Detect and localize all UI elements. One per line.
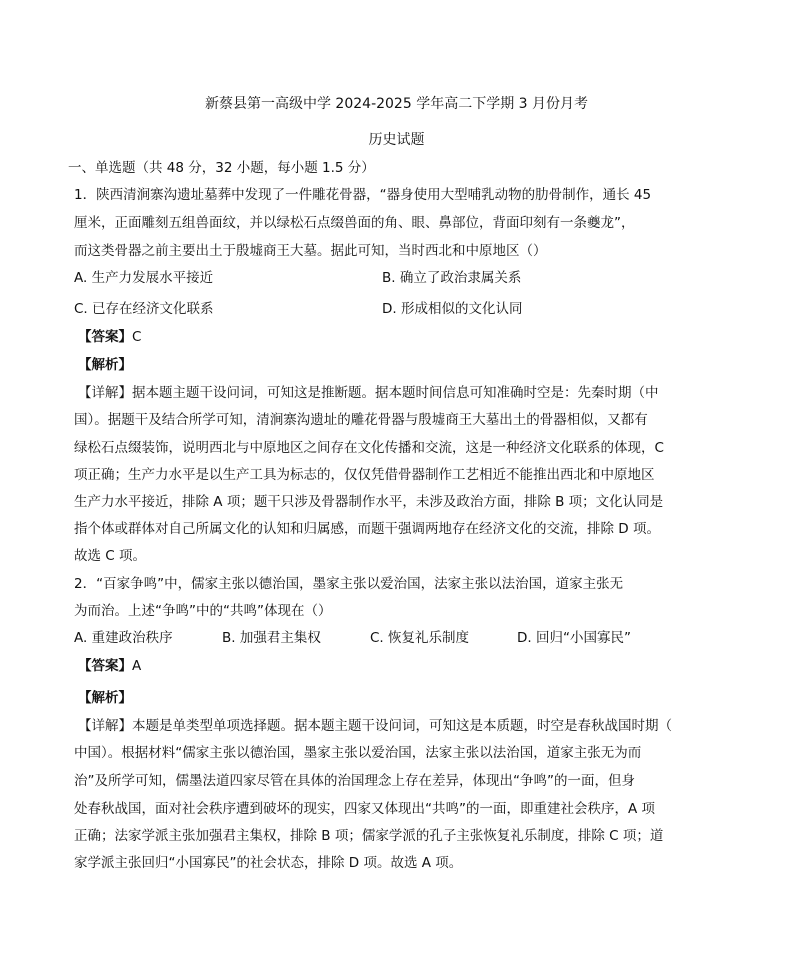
q1-option-d: D. 形成相似的文化认同 [382,301,523,317]
q1-answer-value: C [132,329,142,345]
q2-option-c: C. 恢复礼乐制度 [370,630,470,646]
q2-detail-line-2: 中国）。根据材料“儒家主张以德治国，墨家主张以爱治国，法家主张以法治国，道家主张无为而 [74,745,642,761]
q1-detail-line-1: 【详解】据本题主题干设问词，可知这是推断题。据本题时间信息可知准确时空是：先秦时期（中 [78,385,659,401]
q1-option-a: A. 生产力发展水平接近 [74,270,214,286]
q1-option-b: B. 确立了政治隶属关系 [382,270,522,286]
document-title: 新蔡县第一高级中学 2024-2025 学年高二下学期 3 月份月考 [204,96,589,112]
q1-answer-label: 【答案】 [78,329,132,345]
q2-answer-value: A [132,658,142,674]
q2-detail-line-1: 【详解】本题是单类型单项选择题。据本题主题干设问词，可知这是本质题，时空是春秋战国时期（ [78,718,672,734]
q2-detail-line-6: 家学派主张回归“小国寡民”的社会状态，排除 D 项。故选 A 项。 [74,855,463,871]
q2-stem-line-1: 2．“百家争鸣”中，儒家主张以德治国，墨家主张以爱治国，法家主张以法治国，道家主张无 [74,576,624,592]
q2-detail-line-3: 治”及所学可知，儒墨法道四家尽管在具体的治国理念上存在差异，体现出“争鸣”的一面，但身 [74,773,635,789]
q1-detail-line-5: 生产力水平接近，排除 A 项；题干只涉及骨器制作水平，未涉及政治方面，排除 B 项；文化认同是 [74,494,664,510]
q1-stem-line-1: 1．陕西清涧寨沟遗址墓葬中发现了一件雕花骨器，“器身使用大型哺乳动物的肋骨制作，通长 45 [74,187,652,203]
q2-option-a: A. 重建政治秩序 [74,630,173,646]
section-heading: 一、单选题（共 48 分，32 小题，每小题 1.5 分） [68,160,375,176]
q2-detail-line-5: 正确；法家学派主张加强君主集权，排除 B 项；儒家学派的孔子主张恢复礼乐制度，排除 C 项；道 [74,828,664,844]
q1-detail-line-2: 国）。据题干及结合所学可知，清涧寨沟遗址的雕花骨器与殷墟商王大墓出土的骨器相似，又都有 [74,412,648,428]
q1-detail-line-7: 故选 C 项。 [74,548,147,564]
document-subtitle: 历史试题 [368,132,425,148]
q2-option-d: D. 回归“小国寡民” [517,630,631,646]
q1-answer [78,327,141,347]
q1-analysis-label: 【解析】 [78,357,132,373]
q2-detail-line-4: 处春秋战国，面对社会秩序遭到破坏的现实，四家又体现出“共鸣”的一面，即重建社会秩序，A 项 [74,801,656,817]
q1-detail-line-3: 绿松石点缀装饰，说明西北与中原地区之间存在文化传播和交流，这是一种经济文化联系的体现，C [74,440,664,456]
q2-analysis-label: 【解析】 [78,690,132,706]
q1-stem-line-2: 厘米，正面雕刻五组兽面纹，并以绿松石点缀兽面的角、眼、鼻部位，背面印刻有一条夔龙”， [74,215,635,231]
q2-answer-label: 【答案】 [78,658,132,674]
q1-stem-line-3: 而这类骨器之前主要出土于殷墟商王大墓。据此可知，当时西北和中原地区（） [74,243,547,259]
q1-detail-line-6: 指个体或群体对自己所属文化的认知和归属感，而题干强调两地存在经济文化的交流，排除 D 项。 [74,521,660,537]
q1-option-c: C. 已存在经济文化联系 [74,301,214,317]
q2-stem-line-2: 为而治。上述“争鸣”中的“共鸣”体现在（） [74,603,332,619]
q2-option-b: B. 加强君主集权 [222,630,321,646]
q1-detail-line-4: 项正确；生产力水平是以生产工具为标志的，仅仅凭借骨器制作工艺相近不能推出西北和中原地区 [74,467,655,483]
q2-answer [78,656,141,676]
